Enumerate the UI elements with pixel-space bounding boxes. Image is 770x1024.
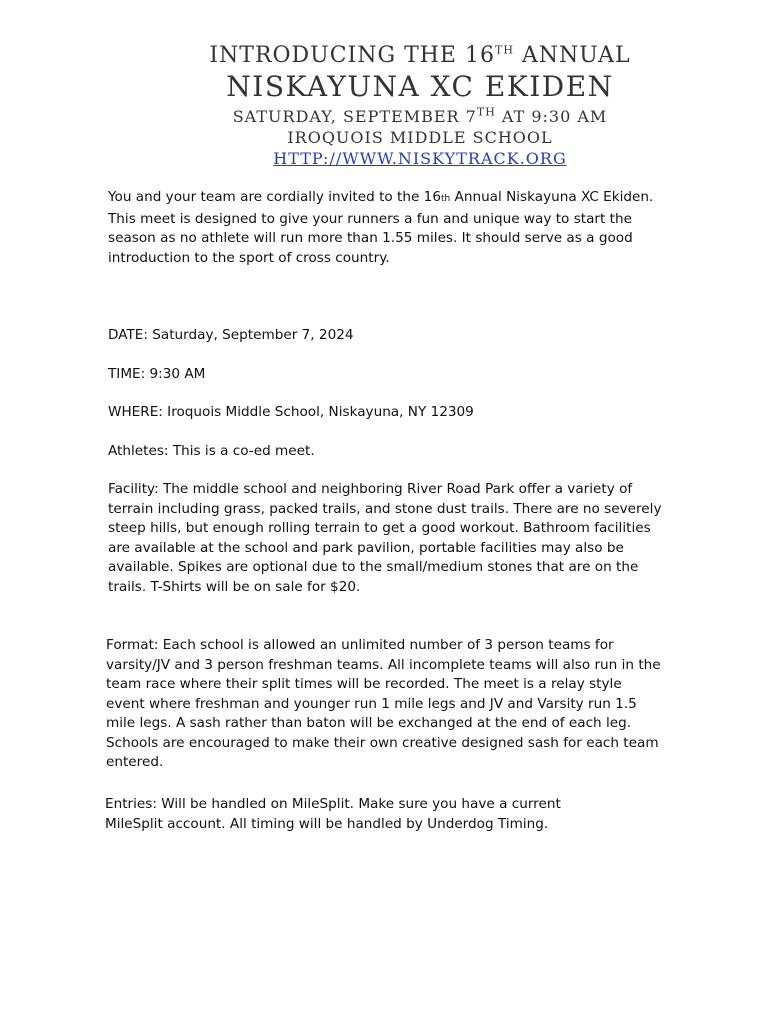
intro-paragraph — [108, 188, 668, 268]
format-paragraph: Format: Each school is allowed an unlimited number of 3 person teams for varsity/JV and 3 person freshman teams. All incomplete teams will also run in the team race where their split times will be recorded. The meet is a relay style event where freshman and younger run 1 mile legs and JV and Varsity run 1.5 mile legs. A sash rather than baton will be exchanged at the end of each leg. Schools are encouraged to make their own creative designed sash for each team entered. — [106, 637, 661, 770]
header-intro-suffix: ANNUAL — [513, 43, 631, 68]
event-title: NISKAYUNA XC EKIDEN — [226, 70, 614, 103]
header-intro-sup: TH — [494, 43, 514, 57]
intro-text-cont: Annual Niskayuna XC Ekiden. This meet is designed to give your runners a fun and unique way to start the season as no athlete will run more than 1.55 miles. It should serve as a good introduction to the sport of cross country. — [108, 189, 654, 266]
header-intro-line — [0, 42, 770, 70]
event-date-text: SATURDAY, SEPTEMBER 7 — [232, 107, 477, 126]
website-link[interactable]: HTTP://WWW.NISKYTRACK.ORG — [273, 149, 567, 168]
event-date-sup: TH — [476, 105, 496, 119]
event-time-text: AT 9:30 AM — [495, 107, 608, 126]
flyer-header — [0, 42, 770, 170]
where-line: WHERE: Iroquois Middle School, Niskayuna, NY 12309 — [108, 404, 474, 420]
header-intro-text: INTRODUCING THE 16 — [209, 43, 495, 68]
intro-small-suffix: th — [440, 194, 451, 204]
facility-paragraph: Facility: The middle school and neighboring River Road Park offer a variety of terrain including grass, packed trails, and stone dust trails. There are no severely steep hills, but enough rolling terrain to get a good workout. Bathroom facilities are available at the school and park pavilion, portable facilities may also be available. Spikes are optional due to the small/medium stones that are on the trails. T-Shirts will be on sale for $20. — [108, 481, 662, 595]
entries-paragraph: Entries: Will be handled on MileSplit. Make sure you have a current MileSplit account. All timing will be handled by Underdog Timing. — [105, 796, 561, 832]
time-line: TIME: 9:30 AM — [108, 366, 206, 382]
event-venue: IROQUOIS MIDDLE SCHOOL — [287, 128, 553, 147]
date-line: DATE: Saturday, September 7, 2024 — [108, 327, 354, 343]
event-date-line — [0, 106, 770, 128]
intro-text: You and your team are cordially invited to the 16 — [108, 189, 441, 205]
athletes-line: Athletes: This is a co-ed meet. — [108, 443, 315, 459]
